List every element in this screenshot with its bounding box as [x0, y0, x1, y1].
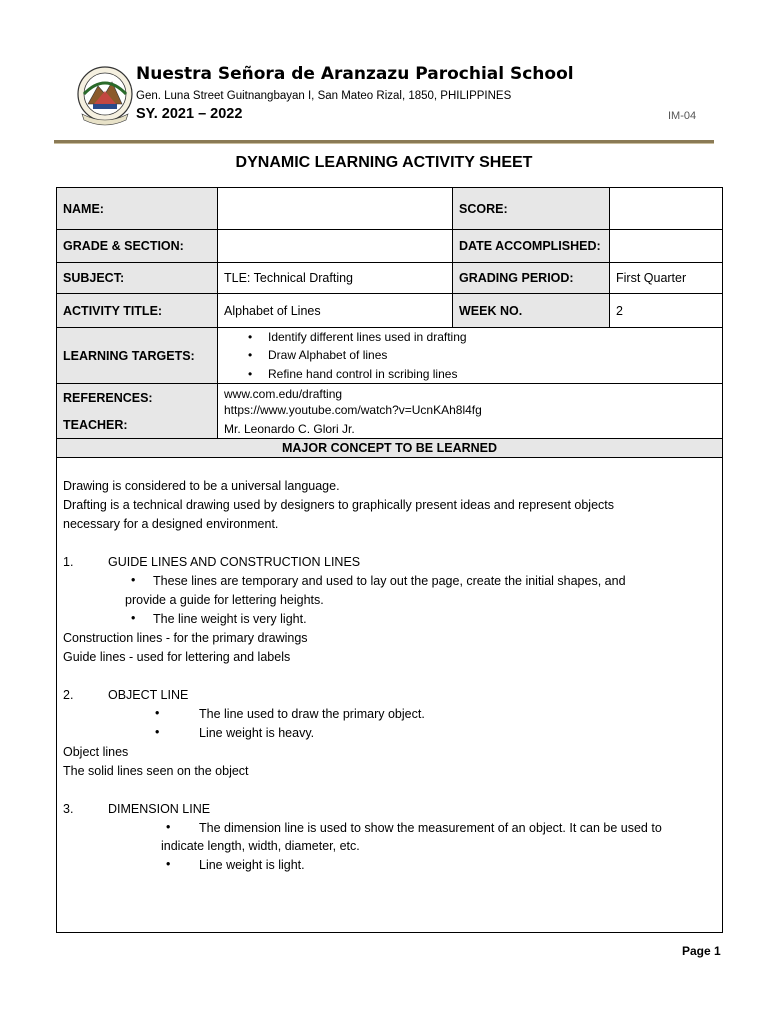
section-note: Guide lines - used for lettering and labels	[63, 650, 291, 664]
page-number: Page 1	[682, 944, 721, 958]
section-note: The solid lines seen on the object	[63, 764, 249, 778]
grading-period-label: GRADING PERIOD:	[452, 262, 610, 294]
activity-title-value: Alphabet of Lines	[217, 293, 453, 328]
header-divider	[54, 140, 714, 144]
section-number: 2.	[63, 688, 74, 702]
subject-label: SUBJECT:	[56, 262, 218, 294]
bullet-icon: •	[155, 725, 160, 739]
intro-text: Drawing is considered to be a universal language.	[63, 479, 340, 493]
grade-section-field[interactable]	[217, 229, 453, 263]
teacher-label: TEACHER:	[63, 417, 128, 432]
week-no-value: 2	[609, 293, 723, 328]
section-title: GUIDE LINES AND CONSTRUCTION LINES	[108, 555, 361, 569]
school-name: Nuestra Señora de Aranzazu Parochial School	[136, 64, 574, 84]
section-bullet-text: indicate length, width, diameter, etc.	[161, 839, 360, 853]
references-label: REFERENCES:	[63, 390, 153, 405]
section-bullet-text: The dimension line is used to show the measurement of an object. It can be used to	[199, 821, 662, 835]
document-code: IM-04	[668, 110, 697, 122]
score-field[interactable]	[609, 187, 723, 230]
grading-period-value: First Quarter	[609, 262, 723, 294]
section-bullet-text: The line used to draw the primary object.	[199, 707, 425, 721]
name-label: NAME:	[56, 187, 218, 230]
section-number: 1.	[63, 555, 74, 569]
section-title: DIMENSION LINE	[108, 802, 211, 816]
school-seal-icon	[76, 64, 134, 128]
date-accomplished-label: DATE ACCOMPLISHED:	[452, 229, 610, 263]
references-teacher-labels	[56, 383, 218, 439]
school-address: Gen. Luna Street Guitnangbayan I, San Mateo Rizal, 1850, PHILIPPINES	[136, 90, 512, 102]
learning-target-item: • Identify different lines used in drafting	[268, 328, 467, 347]
bullet-icon: •	[131, 611, 136, 625]
score-label: SCORE:	[452, 187, 610, 230]
learning-target-item: • Refine hand control in scribing lines	[268, 365, 467, 384]
section-bullet-text: Line weight is light.	[199, 858, 305, 872]
bullet-icon: •	[155, 706, 160, 720]
sheet-title: DYNAMIC LEARNING ACTIVITY SHEET	[235, 154, 533, 171]
intro-text: Drafting is a technical drawing used by designers to graphically present ideas and represent objects	[63, 498, 615, 512]
bullet-icon: •	[131, 573, 136, 587]
week-no-label: WEEK NO.	[452, 293, 610, 328]
section-bullet-text: These lines are temporary and used to lay out the page, create the initial shapes, and	[153, 574, 626, 588]
section-note: Construction lines - for the primary drawings	[63, 631, 308, 645]
bullet-icon: •	[166, 820, 171, 834]
section-title: OBJECT LINE	[108, 688, 189, 702]
intro-text: necessary for a designed environment.	[63, 517, 279, 531]
section-note: Object lines	[63, 745, 129, 759]
learning-target-item: • Draw Alphabet of lines	[268, 346, 467, 365]
reference-link[interactable]: www.com.edu/drafting	[224, 386, 343, 401]
section-bullet-text: The line weight is very light.	[153, 612, 307, 626]
activity-title-label: ACTIVITY TITLE:	[56, 293, 218, 328]
references-teacher-values	[217, 383, 723, 439]
teacher-name: Mr. Leonardo C. Glori Jr.	[224, 421, 355, 436]
school-year: SY. 2021 – 2022	[136, 106, 243, 122]
name-field[interactable]	[217, 187, 453, 230]
learning-targets-list	[217, 327, 723, 384]
major-concept-header: MAJOR CONCEPT TO BE LEARNED	[56, 438, 723, 458]
section-bullet-text: provide a guide for lettering heights.	[125, 593, 324, 607]
grade-section-label: GRADE & SECTION:	[56, 229, 218, 263]
learning-targets-label: LEARNING TARGETS:	[56, 327, 218, 384]
date-accomplished-field[interactable]	[609, 229, 723, 263]
bullet-icon: •	[166, 857, 171, 871]
section-bullet-text: Line weight is heavy.	[199, 726, 315, 740]
subject-value: TLE: Technical Drafting	[217, 262, 453, 294]
reference-link[interactable]: https://www.youtube.com/watch?v=UcnKAh8l4fg	[224, 402, 482, 417]
section-number: 3.	[63, 802, 74, 816]
